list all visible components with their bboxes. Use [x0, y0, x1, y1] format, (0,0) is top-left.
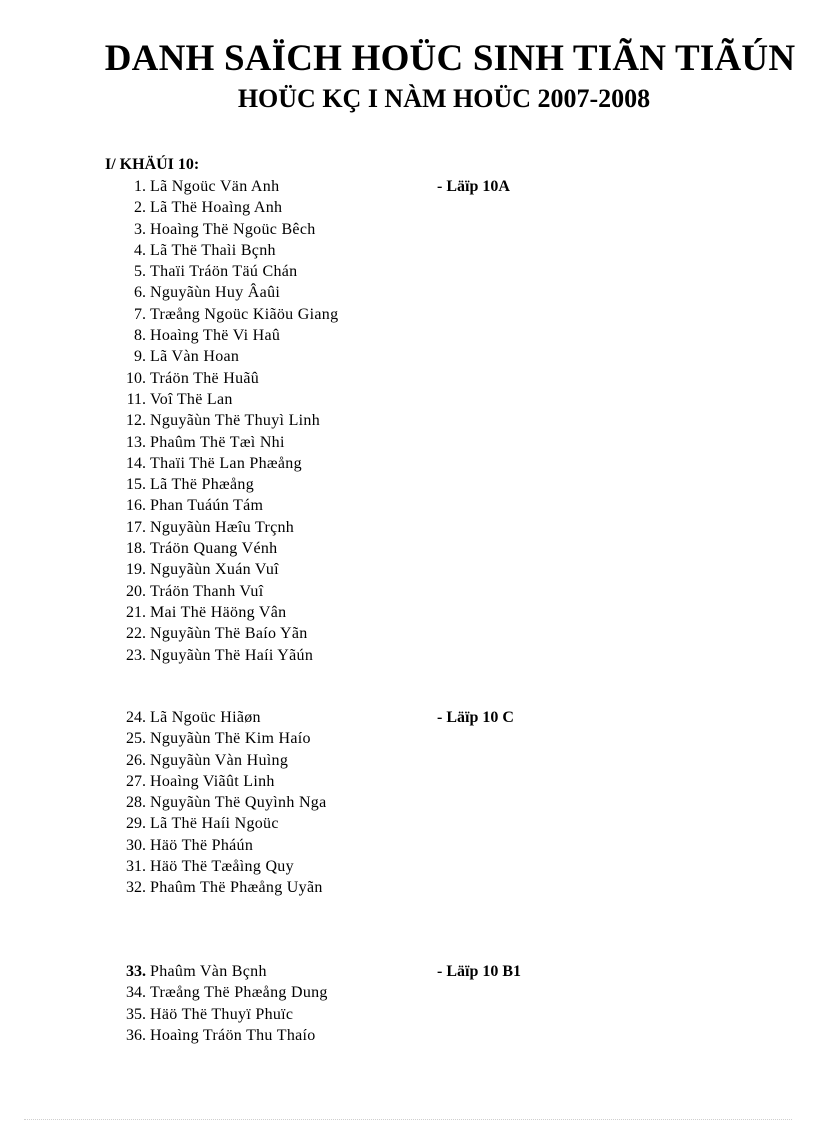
student-row	[0, 813, 816, 834]
student-name: Phaûm Vàn Bçnh	[150, 963, 267, 980]
student-row	[0, 197, 816, 218]
student-number: 11.	[126, 390, 146, 408]
class-label: - Läïp 10 C	[437, 709, 514, 726]
student-number: 25.	[126, 730, 146, 748]
student-row	[0, 432, 816, 453]
student-number: 15.	[126, 476, 146, 494]
student-number: 30.	[126, 836, 146, 854]
student-number: 1.	[134, 178, 146, 195]
student-number: 2.	[134, 199, 146, 217]
student-row	[0, 856, 816, 877]
student-row	[0, 707, 816, 728]
student-row	[0, 240, 816, 261]
student-number: 36.	[126, 1026, 146, 1044]
student-number: 33.	[126, 963, 146, 980]
student-number: 21.	[126, 603, 146, 621]
student-number: 34.	[126, 984, 146, 1002]
student-number: 24.	[126, 709, 146, 726]
student-row	[0, 750, 816, 771]
student-number: 10.	[126, 369, 146, 387]
student-name: Tráön Thanh Vuî	[150, 582, 264, 600]
student-row	[0, 835, 816, 856]
student-name: Häö Thë Pháún	[150, 836, 254, 854]
student-row	[0, 792, 816, 813]
student-number: 28.	[126, 794, 146, 812]
student-number: 16.	[126, 497, 146, 515]
student-row	[0, 961, 816, 982]
student-row	[0, 261, 816, 282]
student-number: 32.	[126, 879, 146, 897]
student-number: 9.	[134, 348, 146, 366]
student-row	[0, 304, 816, 325]
student-name: Lã Ngoüc Hiãøn	[150, 709, 261, 726]
document-title: DANH SAÏCH HOÜC SINH TIÃN TIÃÚN	[104, 38, 796, 79]
class-label: - Läïp 10 B1	[437, 963, 522, 980]
student-number: 26.	[126, 751, 146, 769]
student-number: 18.	[126, 540, 146, 558]
student-number: 13.	[126, 433, 146, 451]
student-name: Phaûm Thë Tæì Nhi	[150, 433, 285, 451]
student-name: Lã Thë Thaìi Bçnh	[150, 241, 276, 259]
student-name: Tráön Thë Huãû	[150, 369, 260, 387]
section-heading: I/ KHÄÚI 10:	[105, 156, 200, 173]
student-number: 35.	[126, 1005, 146, 1023]
student-row	[0, 176, 816, 197]
student-number: 12.	[126, 412, 146, 430]
student-name: Hoaìng Thë Ngoüc Bêch	[150, 220, 316, 238]
student-row	[0, 581, 816, 602]
student-name: Lã Thë Hoaìng Anh	[150, 199, 283, 217]
student-name: Nguyãùn Thë Kim Haío	[150, 730, 311, 748]
student-row	[0, 728, 816, 749]
student-row	[0, 368, 816, 389]
student-row	[0, 517, 816, 538]
student-number: 22.	[126, 625, 146, 643]
student-name: Phan Tuáún Tám	[150, 497, 264, 515]
student-row	[0, 410, 816, 431]
class-label: - Läïp 10A	[437, 178, 510, 195]
student-name: Mai Thë Häöng Vân	[150, 603, 287, 621]
student-row	[0, 645, 816, 666]
student-number: 7.	[134, 305, 146, 323]
document-subtitle: HOÜC KÇ I NÀM HOÜC 2007-2008	[237, 84, 651, 113]
student-name: Lã Thë Phæång	[150, 476, 255, 494]
student-name: Træång Ngoüc Kiãöu Giang	[150, 305, 339, 323]
student-group-10a	[0, 176, 816, 666]
student-name: Nguyãùn Vàn Huìng	[150, 751, 289, 769]
student-name: Phaûm Thë Phæång Uyãn	[150, 879, 323, 897]
student-row	[0, 559, 816, 580]
student-number: 27.	[126, 772, 146, 790]
student-row	[0, 771, 816, 792]
student-name: Häö Thë Thuyï Phuïc	[150, 1005, 294, 1023]
student-name: Nguyãùn Xuán Vuî	[150, 561, 279, 579]
student-number: 14.	[126, 454, 146, 472]
student-row	[0, 453, 816, 474]
student-name: Lã Thë Haíi Ngoüc	[150, 815, 279, 833]
student-row	[0, 389, 816, 410]
student-name: Nguyãùn Huy Âaûi	[150, 284, 281, 302]
student-name: Træång Thë Phæång Dung	[150, 984, 328, 1002]
page-bottom-rule	[24, 1119, 792, 1120]
student-number: 3.	[134, 220, 146, 238]
student-number: 23.	[126, 646, 146, 664]
student-number: 5.	[134, 263, 146, 281]
student-name: Hoaìng Tráön Thu Thaío	[150, 1026, 316, 1044]
student-number: 8.	[134, 327, 146, 345]
student-name: Voî Thë Lan	[150, 390, 233, 408]
student-number: 31.	[126, 858, 146, 876]
student-name: Thaïi Tráön Täú Chán	[150, 263, 298, 281]
student-name: Nguyãùn Thë Thuyì Linh	[150, 412, 320, 430]
student-row	[0, 325, 816, 346]
student-name: Nguyãùn Thë Baío Yãn	[150, 625, 308, 643]
student-group-10c	[0, 707, 816, 899]
student-name: Lã Ngoüc Vän Anh	[150, 178, 280, 195]
student-row	[0, 602, 816, 623]
student-row	[0, 982, 816, 1003]
student-row	[0, 346, 816, 367]
student-number: 4.	[134, 241, 146, 259]
student-group-10b1	[0, 961, 816, 1046]
student-name: Hoaìng Viãût Linh	[150, 772, 275, 790]
student-name: Häö Thë Tæåìng Quy	[150, 858, 294, 876]
student-name: Nguyãùn Thë Quyình Nga	[150, 794, 327, 812]
student-row	[0, 1025, 816, 1046]
student-name: Nguyãùn Hæîu Trçnh	[150, 518, 295, 536]
student-row	[0, 623, 816, 644]
student-name: Nguyãùn Thë Haíi Yãún	[150, 646, 314, 664]
student-name: Tráön Quang Vénh	[150, 540, 278, 558]
student-number: 17.	[126, 518, 146, 536]
student-row	[0, 877, 816, 898]
student-number: 6.	[134, 284, 146, 302]
student-row	[0, 538, 816, 559]
student-name: Hoaìng Thë Vi Haû	[150, 327, 281, 345]
student-row	[0, 495, 816, 516]
student-row	[0, 282, 816, 303]
student-name: Thaïi Thë Lan Phæång	[150, 454, 302, 472]
student-name: Lã Vàn Hoan	[150, 348, 240, 366]
student-number: 29.	[126, 815, 146, 833]
student-row	[0, 1004, 816, 1025]
student-row	[0, 474, 816, 495]
student-number: 19.	[126, 561, 146, 579]
student-number: 20.	[126, 582, 146, 600]
student-row	[0, 219, 816, 240]
